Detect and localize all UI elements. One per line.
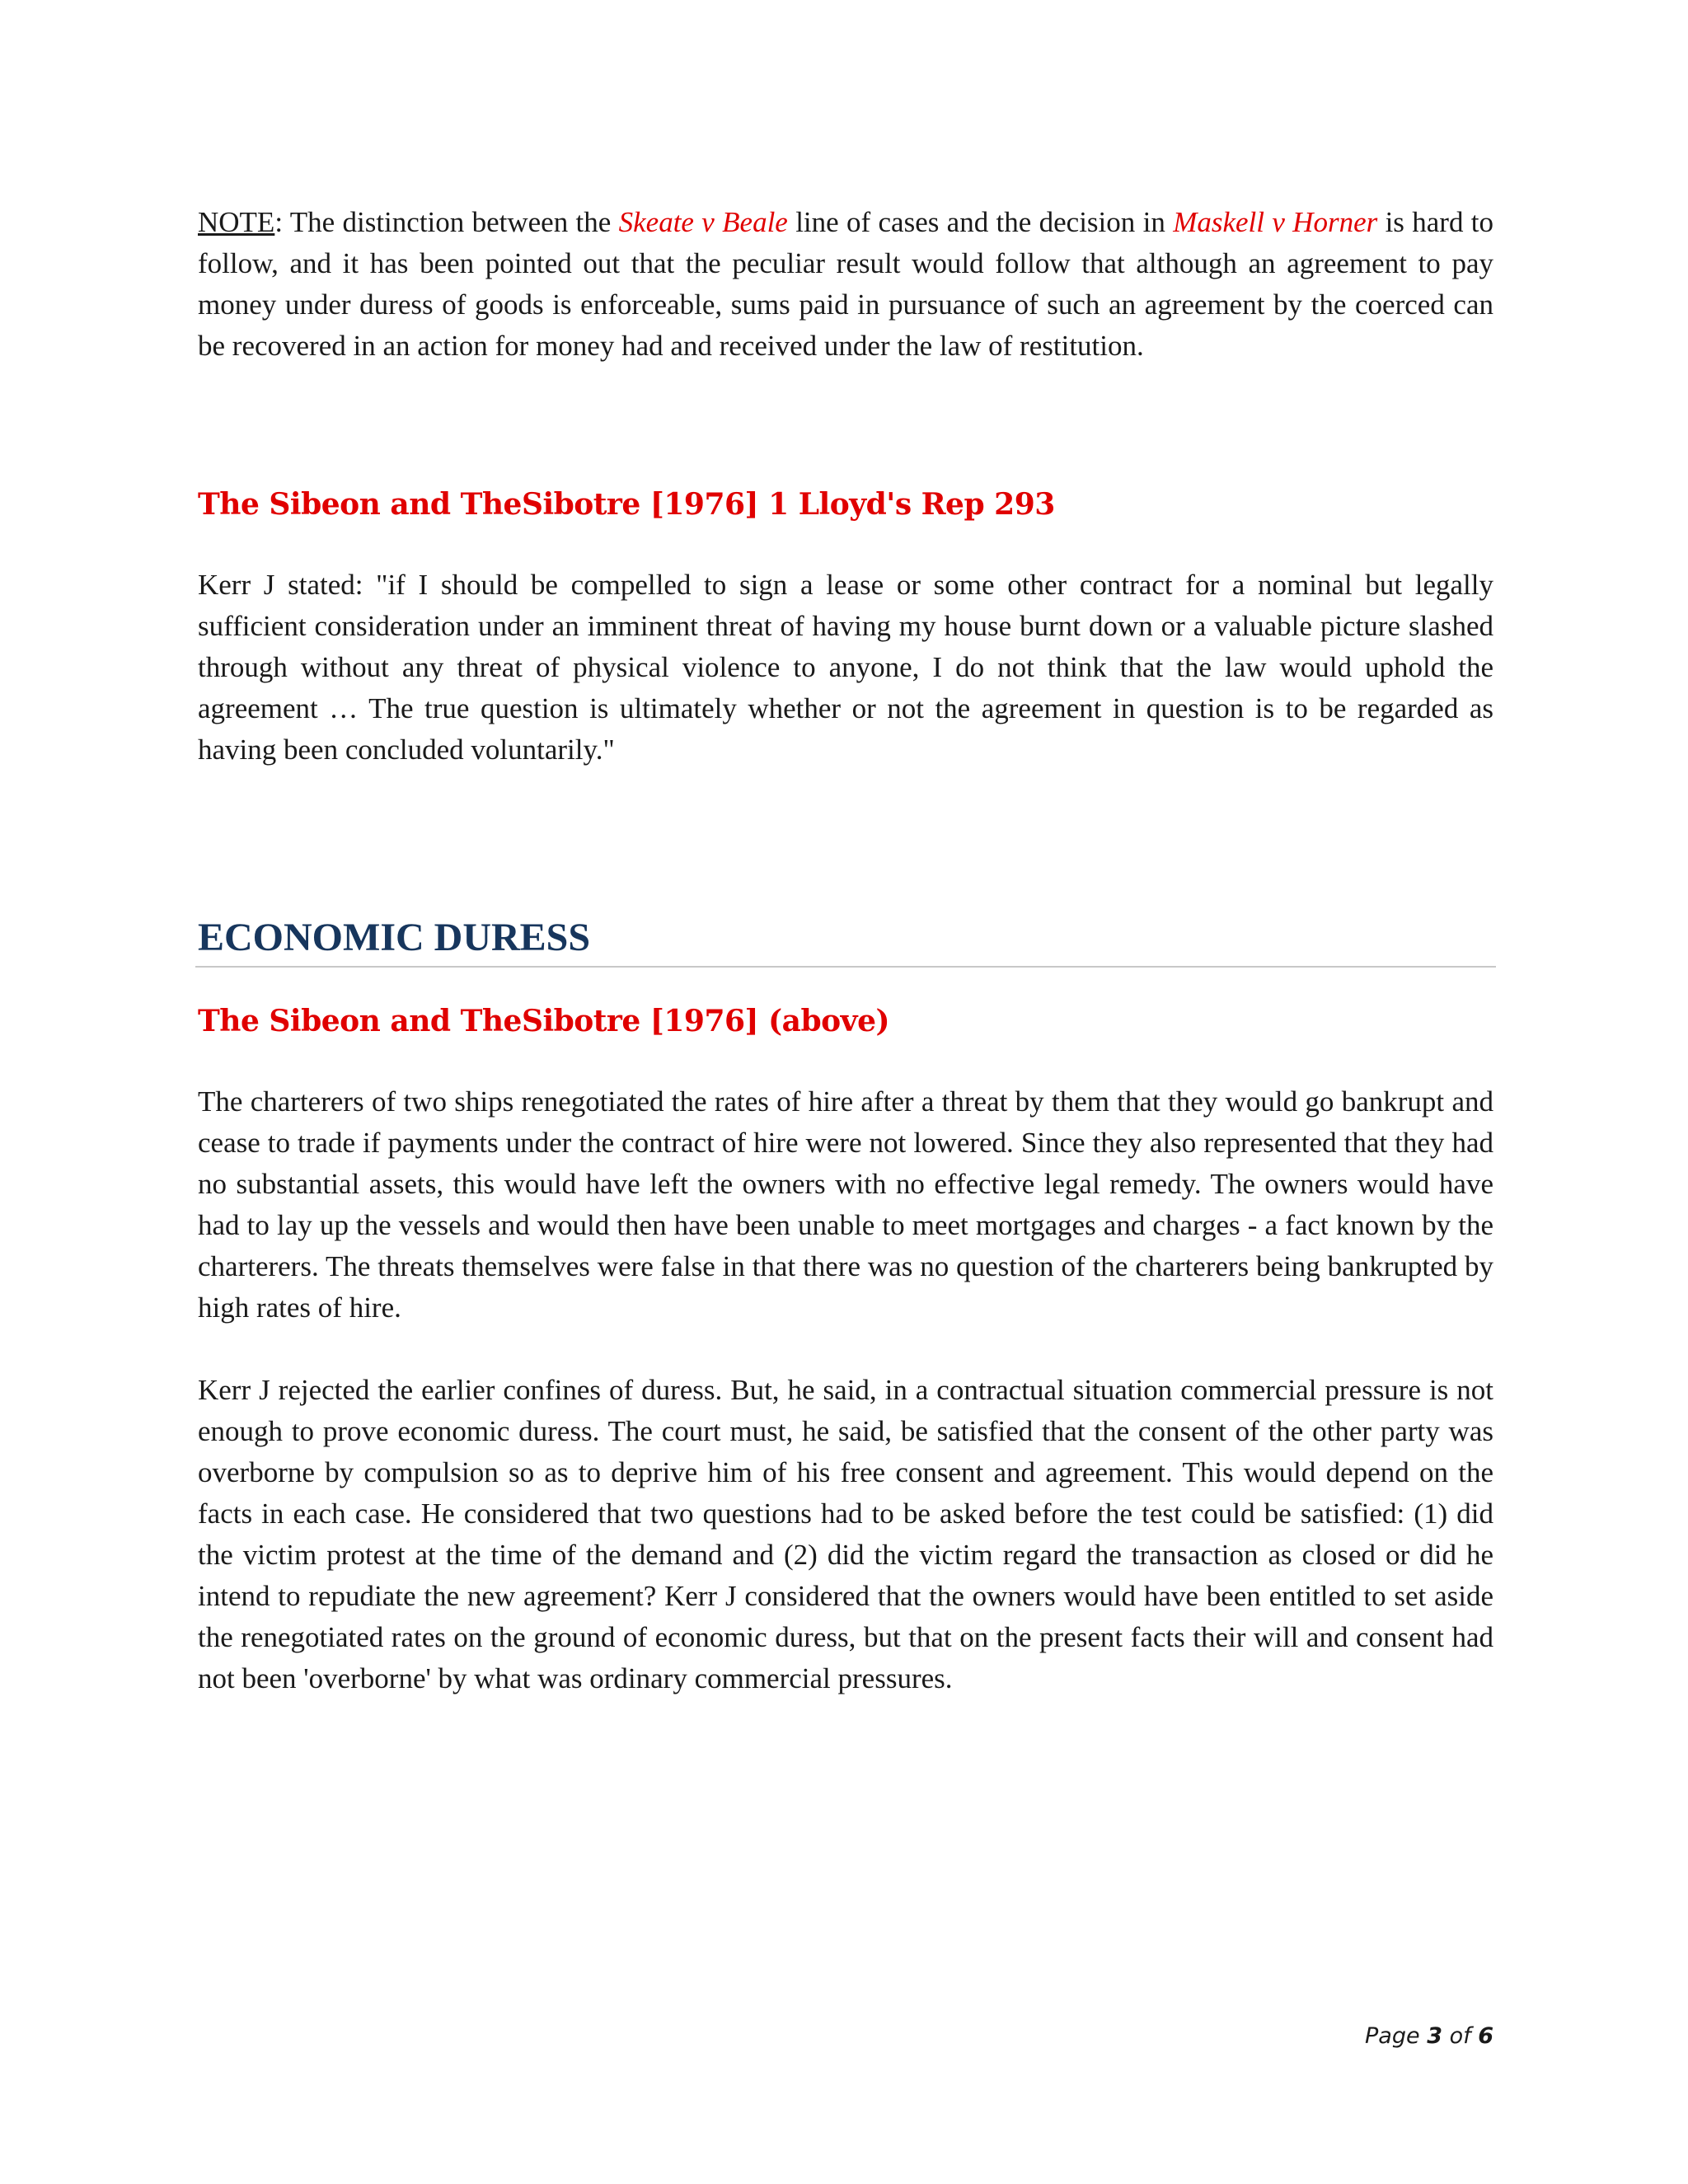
note-text-3: is hard to follow, and it has been pointed out that the peculiar result would follow that although an agreement to pay money under duress of goods is enforceable, sums paid in pursuance of such an agreement by the coerced can be recovered in an action for money had and received under the law of restitution.: [198, 206, 1494, 362]
current-page-number: 3: [1427, 2023, 1442, 2049]
note-label: NOTE: [198, 206, 275, 238]
of-word: of: [1449, 2023, 1471, 2049]
note-paragraph: [198, 202, 1493, 367]
note-text-1: : The distinction between the: [274, 206, 619, 238]
document-page: [198, 202, 1493, 1699]
charterers-paragraph: The charterers of two ships renegotiated the rates of hire after a threat by them that they would go bankrupt and cease to trade if payments under the contract of hire were not lowered. Since they also represented that they had no substantial assets, this would have left the owners with no effective legal remedy. The owners would have had to lay up the vessels and would then have been unable to meet mortgages and charges - a fact known by the charterers. The threats themselves were false in that there was no question of the charterers being bankrupted by high rates of hire.: [198, 1085, 1493, 1324]
case-reference-skeate-v-beale: Skeate v Beale: [618, 206, 788, 238]
case-heading-sibeon-lloyds: The Sibeon and TheSibotre [1976] 1 Lloyd's Rep 293: [198, 487, 1055, 522]
case-reference-maskell-v-horner: Maskell v Horner: [1173, 206, 1378, 238]
page-number-footer: [1236, 2023, 1493, 2049]
total-page-count: 6: [1478, 2023, 1493, 2049]
kerr-rejected-paragraph: Kerr J rejected the earlier confines of duress. But, he said, in a contractual situation commercial pressure is not enough to prove economic duress. The court must, he said, be satisfied that the consent of the other party was overborne by compulsion so as to deprive him of his free consent and agreement. This would depend on the facts in each case. He considered that two questions had to be asked before the test could be satisfied: (1) did the victim protest at the time of the demand and (2) did the victim regard the transaction as closed or did he intend to repudiate the new agreement? Kerr J considered that the owners would have been entitled to set aside the renegotiated rates on the ground of economic duress, but that on the present facts their will and consent had not been 'overborne' by what was ordinary commercial pressures.: [198, 1374, 1493, 1694]
note-text-2: line of cases and the decision in: [787, 206, 1174, 238]
case-heading-sibeon-above: The Sibeon and TheSibotre [1976] (above): [198, 1004, 890, 1038]
section-heading-economic-duress: ECONOMIC DURESS: [195, 913, 1496, 968]
page-word: Page: [1365, 2023, 1420, 2049]
kerr-quote-paragraph: Kerr J stated: "if I should be compelled to sign a lease or some other contract for a nominal but legally sufficient consideration under an imminent threat of having my house burnt down or a valuable picture slashed through without any threat of physical violence to anyone, I do not think that the law would uphold the agreement … The true question is ultimately whether or not the agreement in question is to be regarded as having been concluded voluntarily.": [198, 569, 1493, 766]
